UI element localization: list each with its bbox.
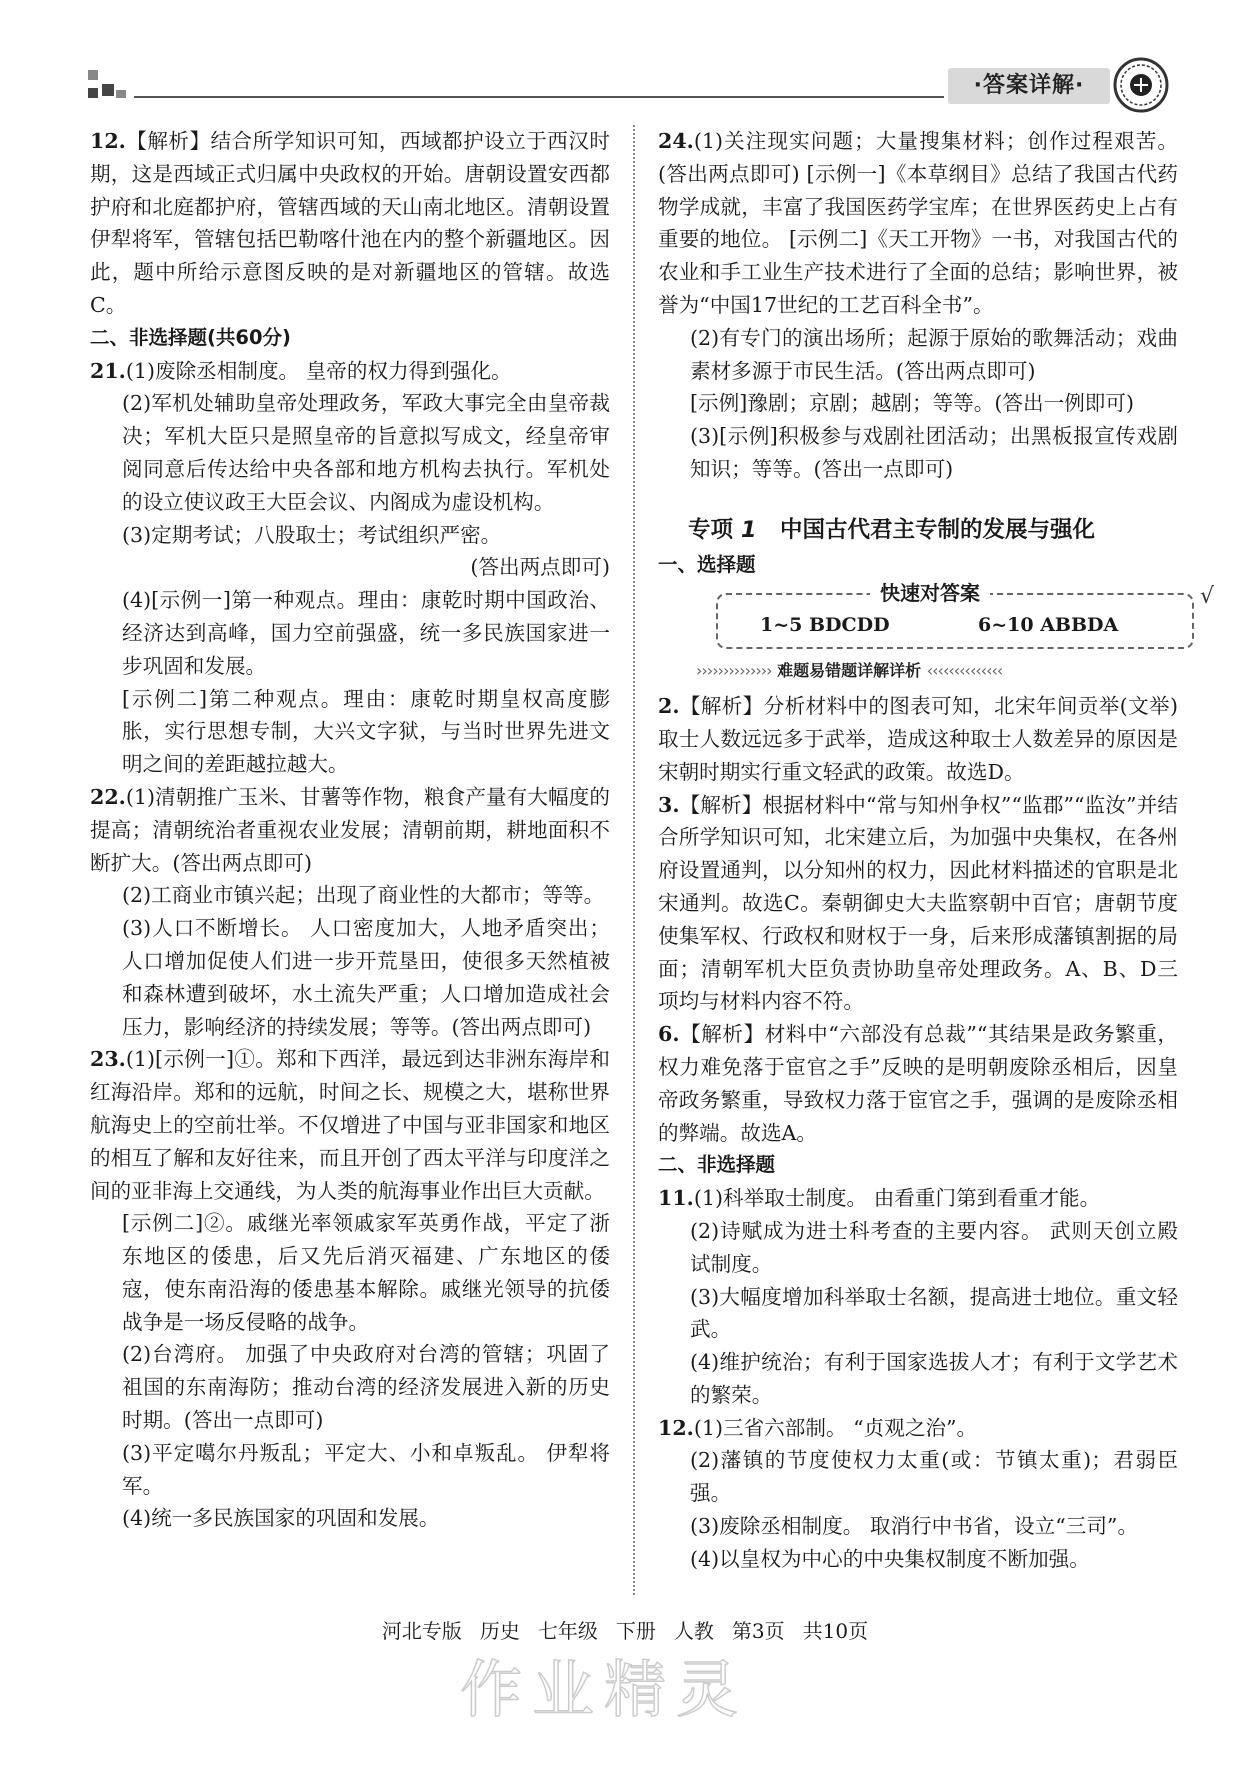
answer-line: (2)军机处辅助皇帝处理政务，军政大事完全由皇帝裁决；军机大臣只是照皇帝的旨意拟写成文，经皇帝审阅同意后传达给中央各部和地方机构去执行。军机处的设立使议政王大臣会议、内阁成为虚设机构。	[122, 391, 610, 514]
answer-line: [示例]豫剧；京剧；越剧；等等。(答出一例即可)	[690, 391, 1135, 416]
answer-line: (1)清朝推广玉米、甘薯等作物，粮食产量有大幅度的提高；清朝统治者重视农业发展；清朝前期，耕地面积不断扩大。(答出两点即可)	[90, 784, 610, 875]
column-divider	[633, 125, 635, 1595]
question-number: 6.	[658, 1022, 680, 1047]
special-number: 1	[740, 516, 757, 543]
answer-a2	[658, 690, 1178, 788]
special-topic-title	[688, 514, 1178, 547]
banner-arrows-right: ‹‹‹‹‹‹‹‹‹‹‹‹‹‹	[926, 661, 1003, 681]
section-heading: 二、非选择题	[658, 1153, 776, 1177]
footer-publisher: 人教	[673, 1619, 714, 1643]
watermark: 作业精灵	[460, 1653, 749, 1726]
answer-line: (1)[示例一]①。郑和下西洋，最远到达非洲东海岸和红海沿岸。郑和的远航，时间之长、规模之大，堪称世界航海史上的空前壮举。不仅增进了中国与亚非国家和地区的相互了解和友好往来，而且开创了西太平洋与印度洋之间的亚非海上交通线，为人类的航海事业作出巨大贡献。	[90, 1047, 610, 1203]
answer-line: (2)工商业市镇兴起；出现了商业性的大都市；等等。	[122, 883, 605, 908]
footer-grade: 七年级	[537, 1619, 598, 1643]
banner-text: 难题易错题详解详析	[777, 661, 922, 681]
answer-text: 【解析】根据材料中“常与知州争权”“监郡”“监汝”并结合所学知识可知，北宋建立后，为加强中央集权，在各州府设置通判，以分知州的权力，因此材料描述的官职是北宋通判。故选C。秦朝御史大夫监察朝中百官；唐朝节度使集军权、行政权和财权于一身，后来形成藩镇割据的局面；清朝军机大臣负责协助皇帝处理政务。A、B、D三项均与材料内容不符。	[658, 792, 1178, 1014]
footer-page: 第3页	[731, 1619, 785, 1643]
answer-line: (2)有专门的演出场所；起源于原始的歌舞活动；戏曲素材多源于市民生活。(答出两点即可)	[690, 325, 1178, 383]
checkmark-icon: √	[1199, 584, 1214, 610]
answer-a3	[658, 789, 1178, 1019]
answer-line: (3)平定噶尔丹叛乱；平定大、小和卓叛乱。 伊犁将军。	[122, 1440, 610, 1498]
special-title-text: 中国古代君主专制的发展与强化	[780, 516, 1096, 543]
answer-line: (3)人口不断增长。 人口密度加大，人地矛盾突出；人口增加促使人们进一步开荒垦田，使很多天然植被和森林遭到破坏，水土流失严重；人口增加造成社会压力，影响经济的持续发展；等等。(答出两点即可)	[122, 916, 610, 1039]
answer-line: (3)废除丞相制度。 取消行中书省，设立“三司”。	[690, 1514, 1139, 1539]
question-number: 22.	[90, 784, 126, 809]
answer-line: [示例二]②。戚继光率领戚家军英勇作战，平定了浙东地区的倭患，后又先后消灭福建、广东地区的倭寇，使东南沿海的倭患基本解除。戚继光领导的抗倭战争是一场反侵略的战争。	[122, 1211, 610, 1334]
answer-line: (2)台湾府。 加强了中央政府对台湾的管辖；巩固了祖国的东南海防；推动台湾的经济发展进入新的历史时期。(答出一点即可)	[122, 1342, 610, 1433]
question-number: 24.	[658, 129, 694, 153]
question-number: 12.	[90, 129, 126, 153]
answer-line: (1)三省六部制。 “贞观之治”。	[693, 1415, 978, 1440]
answer-line: [示例二]第二种观点。理由：康乾时期皇权高度膨胀，实行思想专制，大兴文字狱，与当时世界先进文明之间的差距越拉越大。	[122, 686, 610, 777]
detail-analysis-banner	[696, 655, 1178, 688]
question-number: 21.	[90, 358, 126, 383]
answer-q12-right	[658, 1412, 1178, 1576]
quick-answer-label: 快速对答案	[870, 579, 990, 607]
special-prefix: 专项	[688, 516, 734, 543]
answer-text: 【解析】材料中“六部没有总裁”“其结果是政务繁重，权力难免落于宦官之手”反映的是明朝废除丞相后，因皇帝政务繁重，导致权力落于宦官之手，强调的是废除丞相的弊端。故选A。	[658, 1022, 1178, 1145]
answer-q12	[90, 125, 610, 322]
answer-line: (4)统一多民族国家的巩固和发展。	[122, 1506, 440, 1531]
answer-line: (3)[示例]积极参与戏剧社团活动；出黑板报宣传戏剧知识；等等。(答出一点即可)	[690, 424, 1178, 481]
answer-text: 【解析】分析材料中的图表可知，北宋年间贡举(文举)取士人数远远多于武举，造成这种取士人数差异的原因是宋朝时期实行重文轻武的政策。故选D。	[658, 694, 1178, 784]
answer-line: (1)关注现实问题；大量搜集材料；创作过程艰苦。(答出两点即可) [示例一]《本草纲目》总结了我国古代药物学成就，丰富了我国医药学宝库；在世界医药史上占有重要的地位。 [示例二]《天工开物》一书，对我国古代的农业和手工业生产技术进行了全面的总结；影响世界，被誉为“中国17世纪的工艺百科全书”。	[658, 129, 1178, 317]
footer-volume: 下册	[615, 1619, 656, 1643]
answer-line: (1)科举取士制度。 由看重门第到看重才能。	[693, 1186, 1101, 1211]
answer-q21	[90, 355, 610, 781]
answer-q23	[90, 1043, 610, 1535]
answer-line: (2)藩镇的节度使权力太重(或：节镇太重)；君弱臣强。	[690, 1448, 1178, 1506]
header-rule	[134, 96, 944, 98]
question-number: 2.	[658, 694, 680, 719]
answer-q22	[90, 781, 610, 1043]
answer-line: (4)[示例一]第一种观点。理由：康乾时期中国政治、经济达到高峰，国力空前强盛，统一多民族国家进一步巩固和发展。	[122, 588, 610, 678]
answer-line: (3)大幅度增加科举取士名额，提高进士地位。重文轻武。	[690, 1284, 1178, 1342]
quick-answer-1-5: 1~5 BDCDD	[760, 614, 890, 637]
question-number: 23.	[90, 1047, 126, 1072]
answer-line: (1)废除丞相制度。 皇帝的权力得到强化。	[125, 358, 512, 383]
left-column	[90, 125, 610, 1535]
quick-answer-6-10: 6~10 ABBDA	[978, 614, 1119, 637]
answer-line: (4)以皇权为中心的中央集权制度不断加强。	[690, 1546, 1090, 1571]
question-number: 3.	[658, 792, 680, 817]
footer-subject: 历史	[479, 1619, 520, 1643]
header-squares-icon	[88, 70, 128, 104]
answer-text: 【解析】结合所学知识可知，西域都护设立于西汉时期，这是西域正式归属中央政权的开始。唐朝设置安西都护府和北庭都护府，管辖西域的天山南北地区。清朝设置伊犁将军，管辖包括巴勒喀什池在内的整个新疆地区。因此，题中所给示意图反映的是对新疆地区的管辖。故选C。	[90, 129, 610, 317]
section-heading: 二、非选择题(共60分)	[90, 325, 291, 349]
answer-detail-tag: ·答案详解·	[948, 68, 1110, 104]
quick-answer-box	[716, 581, 1214, 649]
answer-line: (3)定期考试；八股取士；考试组织严密。	[122, 522, 502, 547]
answer-q11	[658, 1182, 1178, 1412]
section-heading: 一、选择题	[658, 552, 756, 576]
banner-arrows-left: ››››››››››››››	[696, 661, 772, 681]
right-column	[658, 125, 1214, 1576]
footer-edition: 河北专版	[381, 1619, 462, 1643]
answer-q24	[658, 125, 1178, 486]
question-number: 12.	[658, 1415, 694, 1440]
footer-total: 共10页	[802, 1619, 869, 1643]
question-number: 11.	[658, 1186, 694, 1211]
answer-line: (4)维护统治；有利于国家选拔人才；有利于文学艺术的繁荣。	[690, 1350, 1178, 1407]
answer-a6	[658, 1018, 1178, 1149]
answer-line: (2)诗赋成为进士科考查的主要内容。 武则天创立殿试制度。	[690, 1218, 1178, 1276]
seal-logo-icon	[1112, 56, 1170, 114]
answer-note: (答出两点即可)	[470, 555, 610, 580]
